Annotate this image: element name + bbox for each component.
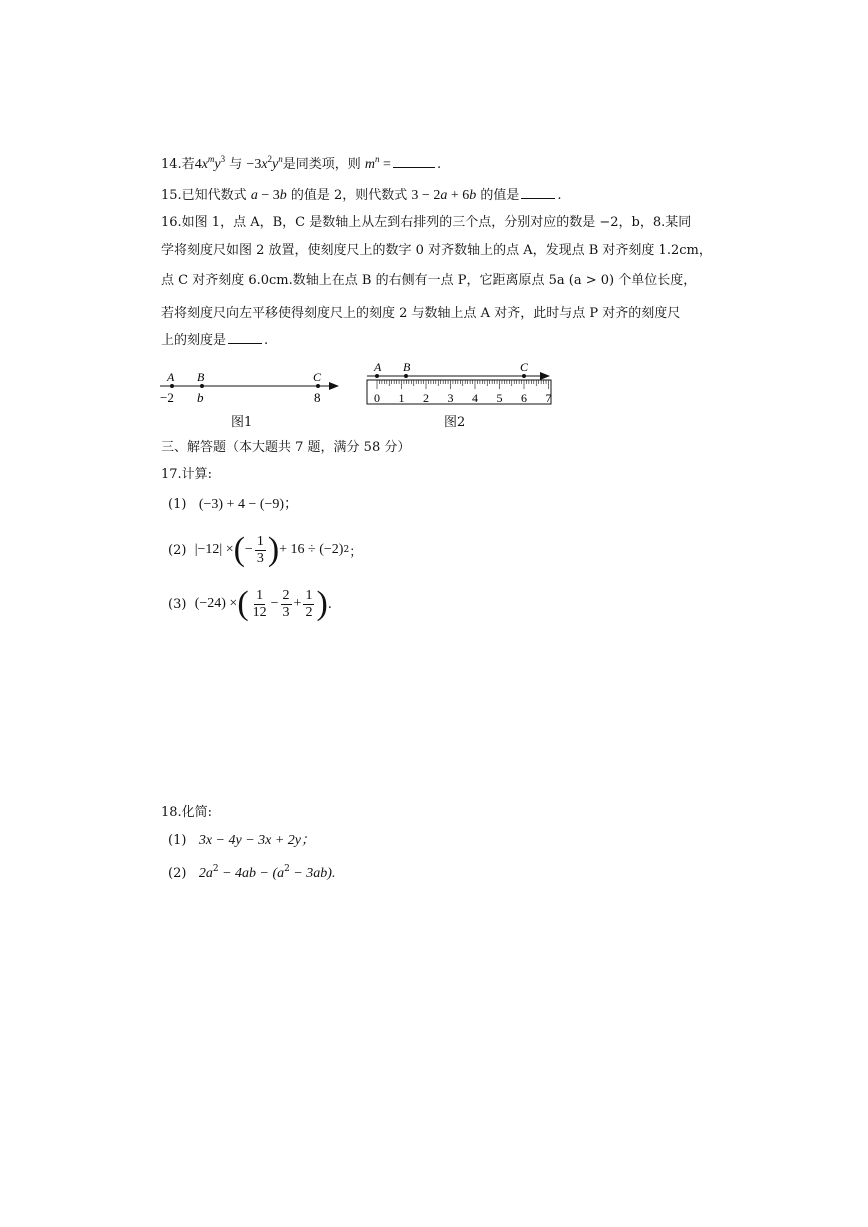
q14-tail: 是同类项，则 — [282, 157, 361, 172]
ruler-tick-label: 1 — [398, 391, 405, 405]
q17-p2-end: ； — [349, 544, 363, 560]
q15-prefix: 15.已知代数式 — [161, 188, 247, 203]
q17-p2-a: |−12| × — [194, 542, 234, 557]
q16-line5 — [161, 331, 268, 351]
q18-p2-expr-b: − 4ab − (a — [218, 866, 285, 881]
q17-part2: (2) |−12| × ( − $\frac{1}{3}$ ) + 16 ÷ (−2) 2 ； — [168, 531, 363, 568]
fig1-value-b: b — [197, 390, 204, 405]
q15-answer-blank[interactable] — [521, 186, 555, 199]
q16-line2: 学将刻度尺如图 2 放置，使刻度尺上的数字 0 对齐数轴上的点 A，发现点 B 对齐刻度 1.2cm， — [161, 243, 712, 258]
q17-p2-neg: − — [244, 542, 253, 557]
fig2-label-a: A — [374, 360, 382, 374]
paren-left: ( — [237, 585, 249, 622]
fig1-label-a: A — [167, 370, 175, 384]
q18-part2 — [168, 864, 335, 884]
q15-expr2: 3 − 2a + 6b — [411, 188, 477, 203]
q16-answer-blank[interactable] — [228, 331, 262, 344]
q16-line5-end: . — [264, 333, 269, 348]
ruler-tick-label: 3 — [447, 391, 454, 405]
point-a — [170, 384, 174, 388]
q14-term1: $4x^my^3$ — [194, 154, 226, 172]
paren-right: ) — [267, 531, 280, 568]
ruler-tick-label: 6 — [521, 391, 527, 405]
q17-p3-num: (3) — [168, 596, 187, 612]
q18-p2-num: (2) — [168, 866, 187, 881]
q18-p2-expr-a: 2a — [198, 866, 213, 881]
q15-end: . — [557, 188, 562, 203]
q14-answer-expr: $m^n$ = — [364, 154, 391, 172]
q17-p3-end: . — [327, 596, 332, 612]
fig1-label-c: C — [313, 370, 322, 384]
q18-p1-num: (1) — [168, 833, 187, 848]
q17-p3-a: (−24) × — [194, 596, 238, 611]
q17-p1-expr: (−3) + 4 − (−9)； — [198, 497, 299, 512]
fig1-value-c: 8 — [314, 390, 321, 405]
q17-p2-num: (2) — [168, 542, 187, 558]
fraction-one-twelfth: $\frac{1}{12}$ — [252, 587, 267, 620]
q18-p1-expr: 3x − 4y − 3x + 2y； — [198, 833, 316, 848]
figure-2-caption: 图2 — [444, 415, 466, 430]
figure-2-ruler — [364, 360, 559, 408]
fig2-label-c: C — [520, 360, 529, 374]
q18-p2-expr-c: − 3ab). — [289, 866, 336, 881]
q17-title: 17.计算: — [161, 467, 213, 482]
fraction-one-third: $\frac{1}{3}$ — [256, 533, 264, 566]
ruler-tick-label: 0 — [374, 391, 380, 405]
q17-p1-num: (1) — [168, 497, 187, 512]
point-b — [200, 384, 204, 388]
question-14 — [161, 155, 441, 175]
minus-sign: − — [270, 596, 279, 611]
q16-line4: 若将刻度尺向左平移使得刻度尺上的刻度 2 与数轴上点 A 对齐，此时与点 P 对齐的刻度尺 — [161, 306, 681, 321]
q14-term2: $-3x^2y^n$ — [246, 154, 283, 172]
q17-p2-b: + 16 ÷ (−2) — [279, 542, 344, 557]
q14-mid: 与 — [229, 157, 243, 172]
fraction-one-half: $\frac{1}{2}$ — [305, 587, 313, 620]
ruler-tick-label: 4 — [472, 391, 478, 405]
q15-expr1: a − 3b — [250, 188, 287, 203]
q18-p2-exp2: 2 — [284, 864, 290, 874]
q18-p2-exp1: 2 — [212, 864, 219, 874]
q18-title: 18.化简: — [161, 805, 213, 820]
q14-end: . — [436, 157, 442, 172]
fig2-point-b — [404, 374, 408, 378]
section-3-title: 三、解答题（本大题共 7 题，满分 58 分） — [161, 440, 411, 455]
ruler-tick-label: 7 — [545, 391, 552, 405]
q14-prefix: 14.若 — [161, 157, 195, 172]
fig1-value-a: −2 — [160, 390, 174, 405]
q16-line3: 点 C 对齐刻度 6.0cm.数轴上在点 B 的右侧有一点 P，它距离原点 5a (a > 0) 个单位长度， — [161, 273, 697, 288]
paren-right: ) — [316, 585, 328, 622]
q17-part1 — [168, 495, 298, 515]
plus-sign: + — [293, 596, 302, 611]
ruler-tick-label: 2 — [423, 391, 429, 405]
figure-1-caption: 图1 — [231, 415, 253, 430]
q15-tail: 的值是 — [480, 188, 520, 203]
q17-part3 — [168, 584, 332, 624]
point-c — [316, 384, 320, 388]
fraction-two-thirds: $\frac{2}{3}$ — [282, 587, 290, 620]
figure-1-number-line — [156, 366, 346, 406]
q14-answer-blank[interactable] — [393, 155, 435, 168]
q15-mid: 的值是 2，则代数式 — [290, 188, 408, 203]
ruler-tick-label: 5 — [496, 391, 503, 405]
paren-left: ( — [233, 531, 245, 568]
fig1-label-b: B — [197, 370, 205, 384]
question-15 — [161, 186, 562, 206]
fig2-point-a — [375, 374, 379, 378]
fig2-label-b: B — [403, 360, 411, 374]
q16-line5-text: 上的刻度是 — [161, 333, 227, 348]
q18-part1 — [168, 831, 315, 851]
q16-line1: 16.如图 1，点 A，B，C 是数轴上从左到右排列的三个点，分别对应的数是 −2，b，8.某同 — [161, 215, 692, 230]
fig2-point-c — [522, 374, 526, 378]
